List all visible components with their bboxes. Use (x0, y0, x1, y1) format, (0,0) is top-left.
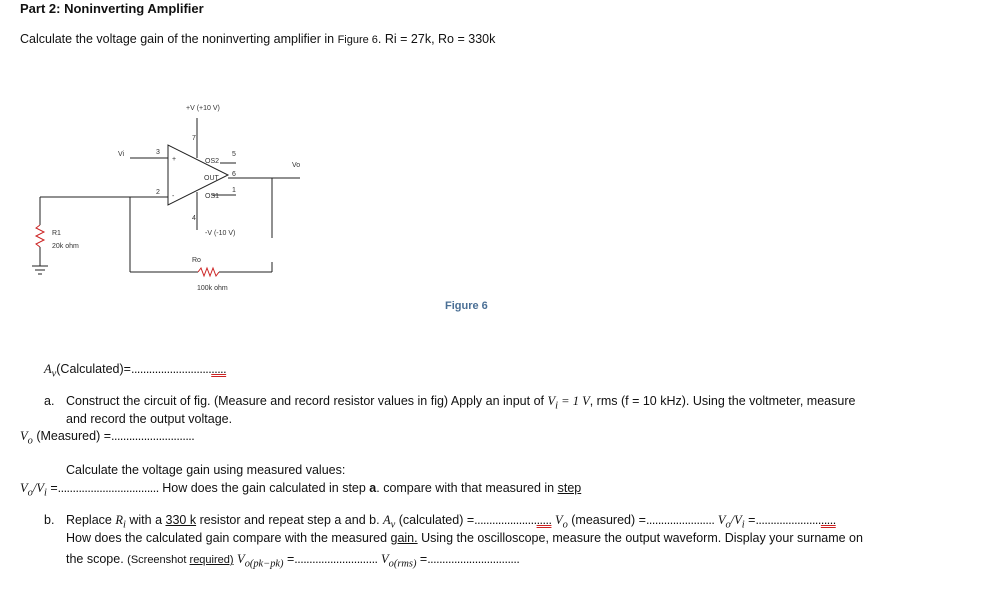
step-b-line2b: Using the oscilloscope, measure the output waveform. Display your surname on (417, 531, 863, 545)
step-b-gain-word: gain. (390, 531, 418, 545)
plus-label: + (172, 156, 177, 163)
step-a-vi-sub: i (555, 400, 559, 412)
intro-main: Calculate the voltage gain of the noninverting amplifier in (20, 32, 338, 46)
step-b-text2: with a (125, 513, 166, 527)
ratio-question-end: . compare with that measured in (376, 481, 558, 495)
step-b-ratio-sub2: i (741, 519, 745, 531)
step-b-screenshot: (Screenshot (127, 554, 190, 566)
step-b-text3: resistor and repeat step a and b. (196, 513, 384, 527)
r1-value: 20k ohm (52, 243, 79, 250)
vminus-label: -V (-10 V) (205, 230, 236, 237)
step-b-r: R (115, 513, 123, 527)
vi-label: Vi (118, 151, 125, 158)
step-b-vo: V (554, 513, 563, 527)
step-b-required: required) (189, 554, 234, 566)
ratio-bold-a: a (369, 481, 377, 495)
pin6-label: 6 (232, 171, 236, 178)
step-b-av: A (383, 513, 391, 527)
ratio-dots: .................................. (57, 481, 159, 495)
step-b-line3a: the scope. (66, 552, 128, 566)
ratio-sub1: o (27, 487, 33, 499)
step-b-vo-sub: o (562, 519, 568, 531)
figure-ref: Figure 6 (337, 34, 378, 46)
step-b-line3 (66, 552, 519, 570)
ratio-slash: /V (32, 481, 44, 495)
step-b-line2 (66, 531, 863, 545)
av-dots-tail: ..... (211, 362, 227, 376)
step-a-line2: and record the output voltage. (66, 412, 233, 426)
av-sub: v (51, 368, 57, 380)
vplus-label: +V (+10 V) (186, 105, 220, 112)
ratio-step-word: step (557, 481, 582, 495)
av-label: (Calculated)= (56, 362, 131, 376)
step-b-vrms-sub: o(rms) (388, 558, 417, 570)
step-b-ratio-sub1: o (725, 519, 731, 531)
r1-name: R1 (52, 230, 61, 237)
step-b-vrms: V (381, 552, 389, 566)
step-b-dots5: ............................... (427, 552, 520, 566)
step-b-r-sub: i (122, 519, 126, 531)
step-a-line1 (66, 394, 855, 412)
step-b-ratio: V (717, 513, 726, 527)
step-b-av-sub: v (390, 519, 396, 531)
calc-measured-text: Calculate the voltage gain using measured values: (66, 463, 346, 477)
step-b-value: 330 k (165, 513, 197, 527)
step-b-marker: b. (44, 513, 55, 527)
ratio-question: How does the gain calculated in step (162, 481, 370, 495)
step-b-text1: Replace (66, 513, 116, 527)
step-b-dots3-tail: ..... (820, 513, 836, 527)
av-dots: ........................... (130, 362, 212, 376)
step-b-dots2: ....................... (645, 513, 715, 527)
vo-measured-line (20, 429, 194, 447)
step-a-vi: V (547, 394, 556, 408)
step-b-meas: (measured) = (567, 513, 646, 527)
os2-label: OS2 (205, 158, 220, 165)
step-b-calc: (calculated) = (395, 513, 475, 527)
vo-dots: ............................ (111, 429, 195, 443)
step-b-vpk-sub: o(pk−pk) (244, 558, 284, 570)
ro-name: Ro (192, 257, 201, 264)
step-a-text: Construct the circuit of fig. (Measure and record resistor values in fig) Apply an input of (66, 394, 548, 408)
step-b-dots3: ...................... (755, 513, 821, 527)
step-b-dots1-tail: ..... (536, 513, 552, 527)
step-b-eq1: = (283, 552, 295, 566)
av-symbol: A (44, 362, 52, 376)
ratio-eq: = (46, 481, 58, 495)
vo-label: (Measured) = (32, 429, 111, 443)
intro-rest: . Ri = 27k, Ro = 330k (377, 32, 496, 46)
step-a-after: , rms (f = 10 kHz). Using the voltmeter, measure (589, 394, 856, 408)
step-b-dots1: ..................... (474, 513, 537, 527)
intro-text (20, 32, 495, 46)
page-heading: Part 2: Noninverting Amplifier (20, 1, 204, 16)
step-b-ratio-slash: /V (730, 513, 742, 527)
r1-resistor (36, 225, 44, 247)
ratio-v: V (20, 481, 28, 495)
av-calculated-line (44, 362, 226, 380)
step-b-ratio-eq: = (744, 513, 756, 527)
os1-label: OS1 (205, 193, 220, 200)
minus-label: - (172, 193, 175, 200)
pin5-label: 5 (232, 151, 236, 158)
pin1-label: 1 (232, 187, 236, 194)
ro-value: 100k ohm (197, 285, 228, 292)
vo-sub: o (27, 435, 33, 447)
step-b-line2a: How does the calculated gain compare with the measured (66, 531, 391, 545)
vo-symbol: V (20, 429, 28, 443)
vo-label: Vo (292, 162, 301, 169)
step-b-eq2: = (416, 552, 428, 566)
figure-caption: Figure 6 (445, 300, 488, 312)
ratio-sub2: i (43, 487, 47, 499)
out-label: OUT (204, 175, 219, 182)
ro-resistor (198, 268, 219, 276)
ratio-line (20, 481, 581, 499)
step-a-equals: = 1 V (558, 394, 590, 408)
step-b-vpk: V (237, 552, 245, 566)
pin2-label: 2 (156, 189, 160, 196)
step-b-line1 (66, 513, 836, 531)
circuit-diagram (0, 90, 320, 300)
pin7-label: 7 (192, 135, 196, 142)
step-a-marker: a. (44, 394, 55, 408)
pin4-label: 4 (192, 215, 196, 222)
step-b-dots4: ............................ (294, 552, 378, 566)
pin3-label: 3 (156, 149, 160, 156)
